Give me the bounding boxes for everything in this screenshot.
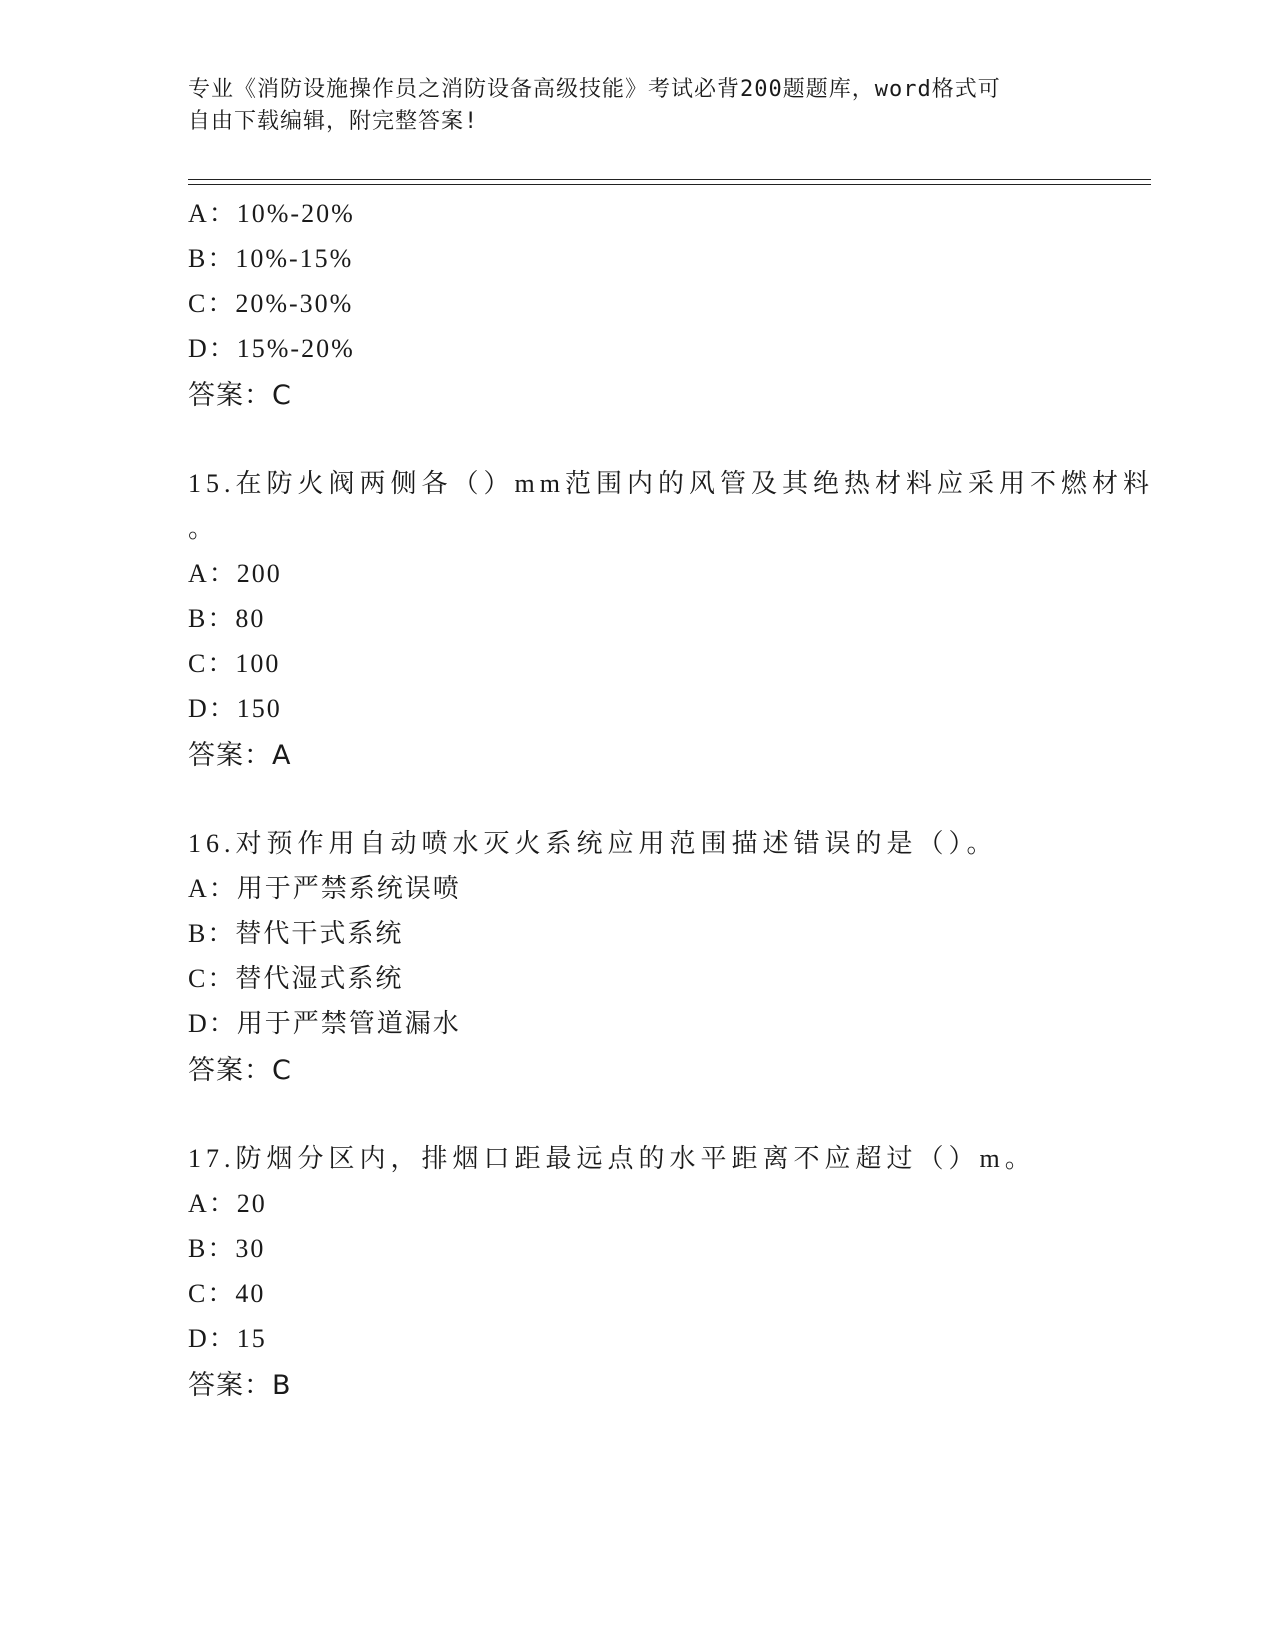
q16-question: 16.对预作用自动喷水灭火系统应用范围描述错误的是（）。 — [188, 829, 998, 858]
header-divider-top — [188, 179, 1151, 180]
q17-option-d: D：15 — [188, 1324, 267, 1353]
q15-question-continuation: 。 — [188, 514, 217, 543]
header-divider-bottom — [188, 184, 1151, 185]
q16-option-a: A：用于严禁系统误喷 — [188, 874, 461, 903]
q14-answer: 答案：C — [188, 380, 292, 411]
q17-option-a: A：20 — [188, 1189, 267, 1218]
q16-option-c: C：替代湿式系统 — [188, 964, 404, 993]
q15-option-a: A：200 — [188, 559, 282, 588]
q16-option-b: B：替代干式系统 — [188, 919, 404, 948]
q17-answer: 答案：B — [188, 1370, 292, 1401]
header-line-1: 专业《消防设施操作员之消防设备高级技能》考试必背200题题库，word格式可 — [188, 77, 1001, 102]
document-header — [188, 74, 1068, 138]
q16-option-d: D：用于严禁管道漏水 — [188, 1009, 461, 1038]
q15-option-c: C：100 — [188, 649, 281, 678]
q15-option-d: D：150 — [188, 694, 282, 723]
q14-option-b: B：10%-15% — [188, 244, 354, 273]
q14-option-c: C：20%-30% — [188, 289, 354, 318]
q15-answer: 答案：A — [188, 740, 292, 771]
q17-option-b: B：30 — [188, 1234, 266, 1263]
q15-option-b: B：80 — [188, 604, 266, 633]
header-line-2: 自由下载编辑，附完整答案! — [188, 109, 479, 134]
q15-question: 15.在防火阀两侧各（）mm范围内的风管及其绝热材料应采用不燃材料 — [188, 469, 1154, 498]
q17-question: 17.防烟分区内，排烟口距最远点的水平距离不应超过（）m。 — [188, 1144, 1036, 1173]
q16-answer: 答案：C — [188, 1055, 292, 1086]
q17-option-c: C：40 — [188, 1279, 266, 1308]
q14-option-a: A：10%-20% — [188, 199, 355, 228]
q14-option-d: D：15%-20% — [188, 334, 355, 363]
